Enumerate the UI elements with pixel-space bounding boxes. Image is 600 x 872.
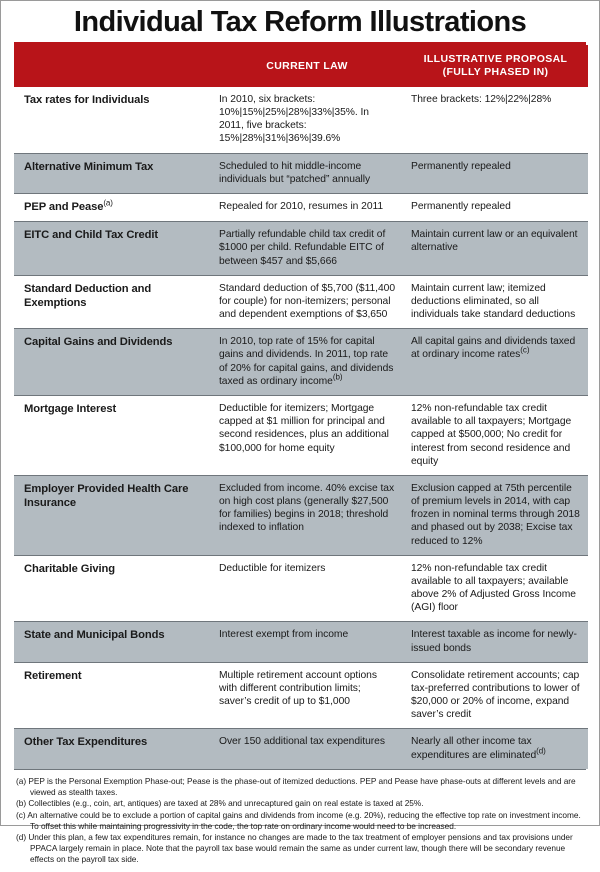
row-illustrative-proposal-text: Three brackets: 12%|22%|28%: [411, 93, 552, 105]
row-current-law-text: Excluded from income. 40% excise tax on high cost plans (generally $27,500 for families) begins in 2018; threshold indexed to inflation: [219, 482, 395, 534]
row-current-law: [211, 729, 403, 769]
row-illustrative-proposal-text: Nearly all other income tax expenditures are eliminated: [411, 736, 537, 761]
footnote-label: (b): [16, 798, 27, 809]
header-proposal-line2: (FULLY PHASED IN): [442, 66, 549, 79]
row-category-label: [14, 395, 211, 475]
footnotes-section: [14, 770, 586, 872]
footnote-label: (c): [16, 809, 26, 820]
header-cell-illustrative-proposal: [403, 45, 588, 87]
row-category-label-text: Capital Gains and Dividends: [24, 336, 173, 349]
table-row: [14, 729, 588, 769]
table-row: [14, 622, 588, 662]
row-illustrative-proposal: [403, 395, 588, 475]
table-body: [14, 87, 588, 769]
row-current-law-text: Scheduled to hit middle-income individuals but “patched” annually: [219, 160, 371, 185]
row-current-law-text: Over 150 additional tax expenditures: [219, 736, 385, 748]
row-current-law-text: Standard deduction of $5,700 ($11,400 for couple) for non-itemizers; personal and dependent exemptions of $3,650: [219, 282, 396, 321]
row-illustrative-proposal: [403, 193, 588, 221]
row-illustrative-proposal-text: Permanently repealed: [411, 160, 511, 172]
row-illustrative-proposal-text: Maintain current law; itemized deductions eliminated, so all individuals take standard deductions: [411, 282, 576, 321]
title-section: [1, 1, 599, 38]
row-illustrative-proposal: [403, 662, 588, 729]
row-category-label-text: Standard Deduction and Exemptions: [24, 282, 152, 310]
table-row: [14, 193, 588, 221]
footnote-item: [16, 798, 584, 809]
table-row: [14, 662, 588, 729]
row-current-law: [211, 662, 403, 729]
row-category-label: [14, 622, 211, 662]
table-row: [14, 329, 588, 396]
row-category-label-text: Other Tax Expenditures: [24, 736, 148, 749]
table-row: [14, 87, 588, 153]
footnote-item: [16, 810, 584, 832]
row-current-law-text: In 2010, top rate of 15% for capital gains and dividends. In 2011, top rate of 20% for capital gains, and dividends taxed as ordinary income: [219, 336, 394, 387]
row-current-law-text: Partially refundable child tax credit of $1000 per child. Refundable EITC of between $457 and $5,666: [219, 229, 386, 267]
footnote-text: An alternative could be to exclude a portion of capital gains and dividends from income (e.g. 20%), reducing the effective top rate on investment income. To offset this while maintaining progressivity in the code, the top rate on ordinary income would need to be increased.: [25, 809, 581, 831]
row-illustrative-proposal: [403, 729, 588, 769]
footnote-marker: (c): [520, 346, 530, 356]
footnote-marker: (b): [332, 372, 343, 382]
row-category-label-text: State and Municipal Bonds: [24, 629, 165, 642]
row-current-law: [211, 329, 403, 396]
row-category-label: [14, 329, 211, 396]
row-illustrative-proposal-text: Interest taxable as income for newly-issued bonds: [411, 629, 577, 654]
row-current-law: [211, 153, 403, 193]
row-current-law: [211, 622, 403, 662]
footnote-marker: (a): [103, 198, 113, 208]
row-current-law-text: Repealed for 2010, resumes in 2011: [219, 200, 384, 212]
row-current-law: [211, 475, 403, 555]
row-current-law-text: Multiple retirement account options with different contribution limits; saver’s credit of up to $1,000: [219, 669, 377, 708]
footnote-text: Under this plan, a few tax expenditures remain, for instance no changes are made to the tax treatment of employer pensions and tax provisions under PPACA largely remain in place. Note that the payroll tax base would remain the same as under current law, though there will be secondary revenue effects on the payroll tax side.: [26, 832, 573, 865]
row-current-law-text: Deductible for itemizers: [219, 562, 326, 574]
table-header: [14, 45, 588, 87]
row-current-law: [211, 555, 403, 622]
row-category-label: [14, 87, 211, 153]
row-illustrative-proposal-text: 12% non-refundable tax credit available to all taxpayers; available above 2% of Adjusted Gross Income (AGI) floor: [411, 562, 576, 614]
row-current-law: [211, 395, 403, 475]
footnote-item: [16, 832, 584, 865]
footnote-item: [16, 776, 584, 798]
row-category-label: [14, 555, 211, 622]
page-title: Individual Tax Reform Illustrations: [73, 6, 527, 38]
row-illustrative-proposal-text: Consolidate retirement accounts; cap tax-preferred contributions to lower of $20,000 or 20% of income, expand saver’s credit: [411, 669, 580, 721]
footnote-label: (a): [16, 775, 27, 786]
footnote-marker: (d): [536, 746, 546, 756]
row-category-label-text: Alternative Minimum Tax: [24, 160, 154, 173]
row-category-label: [14, 153, 211, 193]
row-illustrative-proposal: [403, 622, 588, 662]
table-row: [14, 395, 588, 475]
table-row: [14, 153, 588, 193]
header-proposal-line1: ILLUSTRATIVE PROPOSAL: [423, 53, 568, 66]
row-category-label-text: PEP and Pease: [24, 200, 104, 213]
row-current-law-text: In 2010, six brackets: 10%|15%|25%|28%|33%|35%. In 2011, five brackets: 15%|28%|31%|36%|39.6%: [219, 93, 369, 145]
table-row: [14, 222, 588, 276]
row-illustrative-proposal: [403, 329, 588, 396]
comparison-table: [14, 45, 588, 768]
row-category-label-text: Charitable Giving: [24, 562, 115, 575]
row-category-label-text: EITC and Child Tax Credit: [24, 229, 159, 242]
row-illustrative-proposal: [403, 555, 588, 622]
row-category-label: [14, 275, 211, 329]
row-category-label: [14, 222, 211, 276]
row-current-law: [211, 193, 403, 221]
row-category-label-text: Employer Provided Health Care Insurance: [24, 482, 189, 510]
footnote-text: Collectibles (e.g., coin, art, antiques) are taxed at 28% and unrecaptured gain on real estate is taxed at 25%.: [26, 798, 424, 809]
row-current-law-text: Deductible for itemizers; Mortgage capped at $1 million for principal and second residences, plus an additional $100,000 for home equity: [219, 402, 389, 454]
row-current-law: [211, 275, 403, 329]
row-illustrative-proposal-text: Permanently repealed: [411, 200, 511, 212]
row-current-law: [211, 222, 403, 276]
row-current-law: [211, 87, 403, 153]
header-cell-current-law: CURRENT LAW: [211, 45, 403, 87]
header-cell-category: [14, 45, 211, 87]
table-header-row: [14, 45, 588, 87]
row-illustrative-proposal: [403, 87, 588, 153]
table-row: [14, 275, 588, 329]
row-illustrative-proposal: [403, 475, 588, 555]
row-illustrative-proposal: [403, 275, 588, 329]
footnote-label: (d): [16, 832, 27, 843]
footnote-text: PEP is the Personal Exemption Phase-out; Pease is the phase-out of itemized deductions. PEP and Pease have phase-outs at different levels and are viewed as stealth taxes.: [26, 775, 576, 797]
row-category-label-text: Tax rates for Individuals: [24, 93, 150, 106]
table-row: [14, 475, 588, 555]
row-category-label: [14, 475, 211, 555]
row-category-label-text: Mortgage Interest: [24, 402, 117, 415]
row-category-label: [14, 662, 211, 729]
row-illustrative-proposal-text: 12% non-refundable tax credit available to all taxpayers; Mortgage capped at $500,000; No credit for interest from second residence and equity: [411, 402, 572, 467]
row-illustrative-proposal-text: Exclusion capped at 75th percentile of premium levels in 2014, with cap frozen in nominal terms through 2018 and phased out by 2038; Excise tax reduced to 12%: [411, 482, 580, 547]
row-current-law-text: Interest exempt from income: [219, 629, 349, 641]
table-row: [14, 555, 588, 622]
row-category-label: [14, 193, 211, 221]
row-illustrative-proposal: [403, 153, 588, 193]
row-category-label-text: Retirement: [24, 669, 82, 682]
row-illustrative-proposal: [403, 222, 588, 276]
row-category-label: [14, 729, 211, 769]
row-illustrative-proposal-text: Maintain current law or an equivalent alternative: [411, 229, 578, 254]
row-illustrative-proposal-text: All capital gains and dividends taxed at ordinary income rates: [411, 336, 576, 361]
